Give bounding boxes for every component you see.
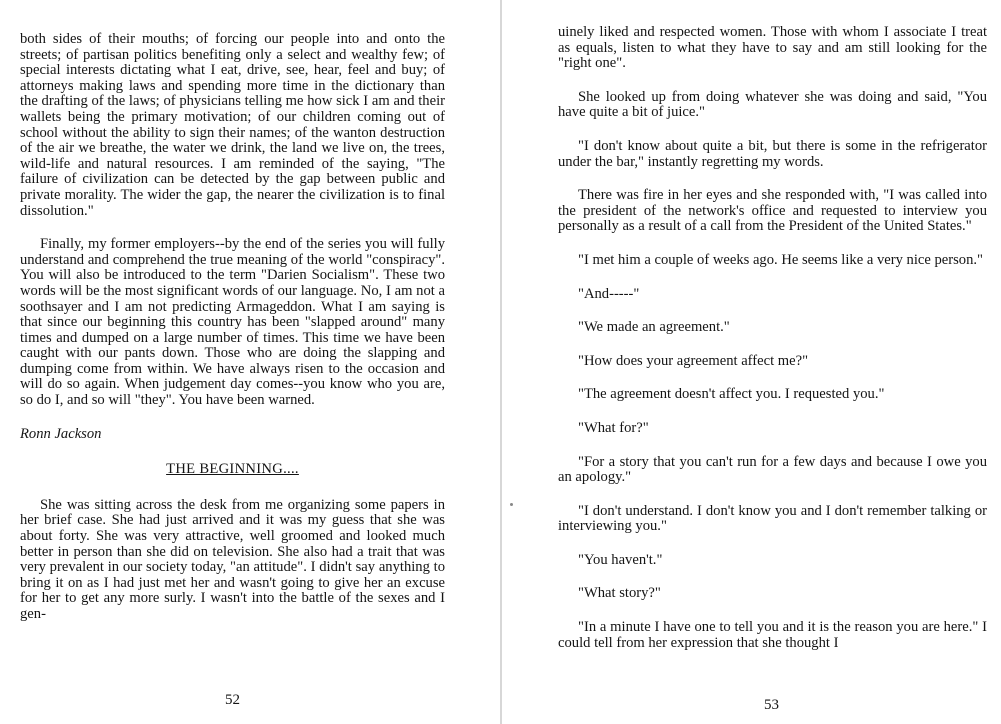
- paragraph: She was sitting across the desk from me organizing some papers in her brief case. She had just arrived and it was my guess that she was about forty. She was very attractive, well groomed and looked much better in person than she did on television. She also had a trait that was very prevalent in our society today, "an attitude". I didn't say anything to bring it on as I had just met her and wasn't going to give her an excuse for her to get any more surly. I wasn't into the battle of the sexes and I gen-: [20, 496, 445, 622]
- paragraph: "I met him a couple of weeks ago. He seems like a very nice person.": [578, 251, 983, 268]
- page-number: 53: [764, 697, 779, 713]
- paragraph: uinely liked and respected women. Those with whom I associate I treat as equals, listen to what they have to say and am still looking for the "right one".: [558, 24, 987, 72]
- paragraph: "I don't know about quite a bit, but there is some in the refrigerator under the bar," instantly regretting my words.: [558, 137, 987, 170]
- paragraph: "In a minute I have one to tell you and it is the reason you are here." I could tell from her expression that she thought I: [558, 619, 987, 651]
- paragraph: "I don't understand. I don't know you and I don't remember talking or interviewing you.": [558, 502, 987, 535]
- paragraph: Finally, my former employers--by the end of the series you will fully understand and comprehend the true meaning of the world "conspiracy". You will also be introduced to the term "Darien Socialism". These two words will be the most significant words of our language. No, I am not a soothsayer and I am not predicting Armageddon. What I am saying is that since our beginning this country has been "slapped around" many times and dumped on a large number of times. This time we have been caught with our pants down. Those who are doing the slapping and dumping come from within. We have always risen to the occasion and will do so again. When judgement day comes--you know who you are, so do I, and so will "they". You have been warned.: [20, 236, 445, 409]
- paragraph: "You haven't.": [578, 551, 663, 568]
- paragraph: "We made an agreement.": [578, 319, 730, 336]
- paragraph: "What for?": [578, 419, 649, 436]
- page-number: 52: [225, 692, 240, 708]
- left-text-column: [20, 32, 445, 641]
- section-heading: THE BEGINNING....: [166, 461, 299, 478]
- paragraph: There was fire in her eyes and she responded with, "I was called into the president of the network's office and requested to interview you personally as a result of a call from the President of the United States.": [558, 187, 987, 235]
- paragraph: "For a story that you can't run for a few days and because I owe you an apology.": [558, 453, 987, 486]
- right-text-column: [558, 25, 987, 669]
- paragraph: "The agreement doesn't affect you. I requested you.": [578, 386, 885, 403]
- author-signature: Ronn Jackson: [20, 425, 102, 442]
- left-page: [0, 0, 500, 724]
- paragraph: She looked up from doing whatever she was doing and said, "You have quite a bit of juice.": [558, 88, 987, 121]
- paragraph: both sides of their mouths; of forcing our people into and onto the streets; of partisan politics benefiting only a select and wealthy few; of special interests dictating what I eat, drive, see, hear, feel and buy; of attorneys making laws and spending more time in the dictionary than the drafting of the laws; of physicians telling me how sick I am and their wallets being the primary motivation; of our children coming out of school without the ability to sign their names; of the wanton destruction of the air we breathe, the water we drink, the land we live on, the trees, wild-life and natural resources. I am reminded of the saying, "The failure of civilization can be detected by the gap between public and private morality. The wider the gap, the nearer the civilization is to final dissolution.": [20, 31, 445, 219]
- paragraph: "What story?": [578, 585, 661, 602]
- right-page: [502, 0, 1001, 724]
- paragraph: "How does your agreement affect me?": [578, 352, 809, 369]
- paragraph: "And-----": [578, 285, 640, 302]
